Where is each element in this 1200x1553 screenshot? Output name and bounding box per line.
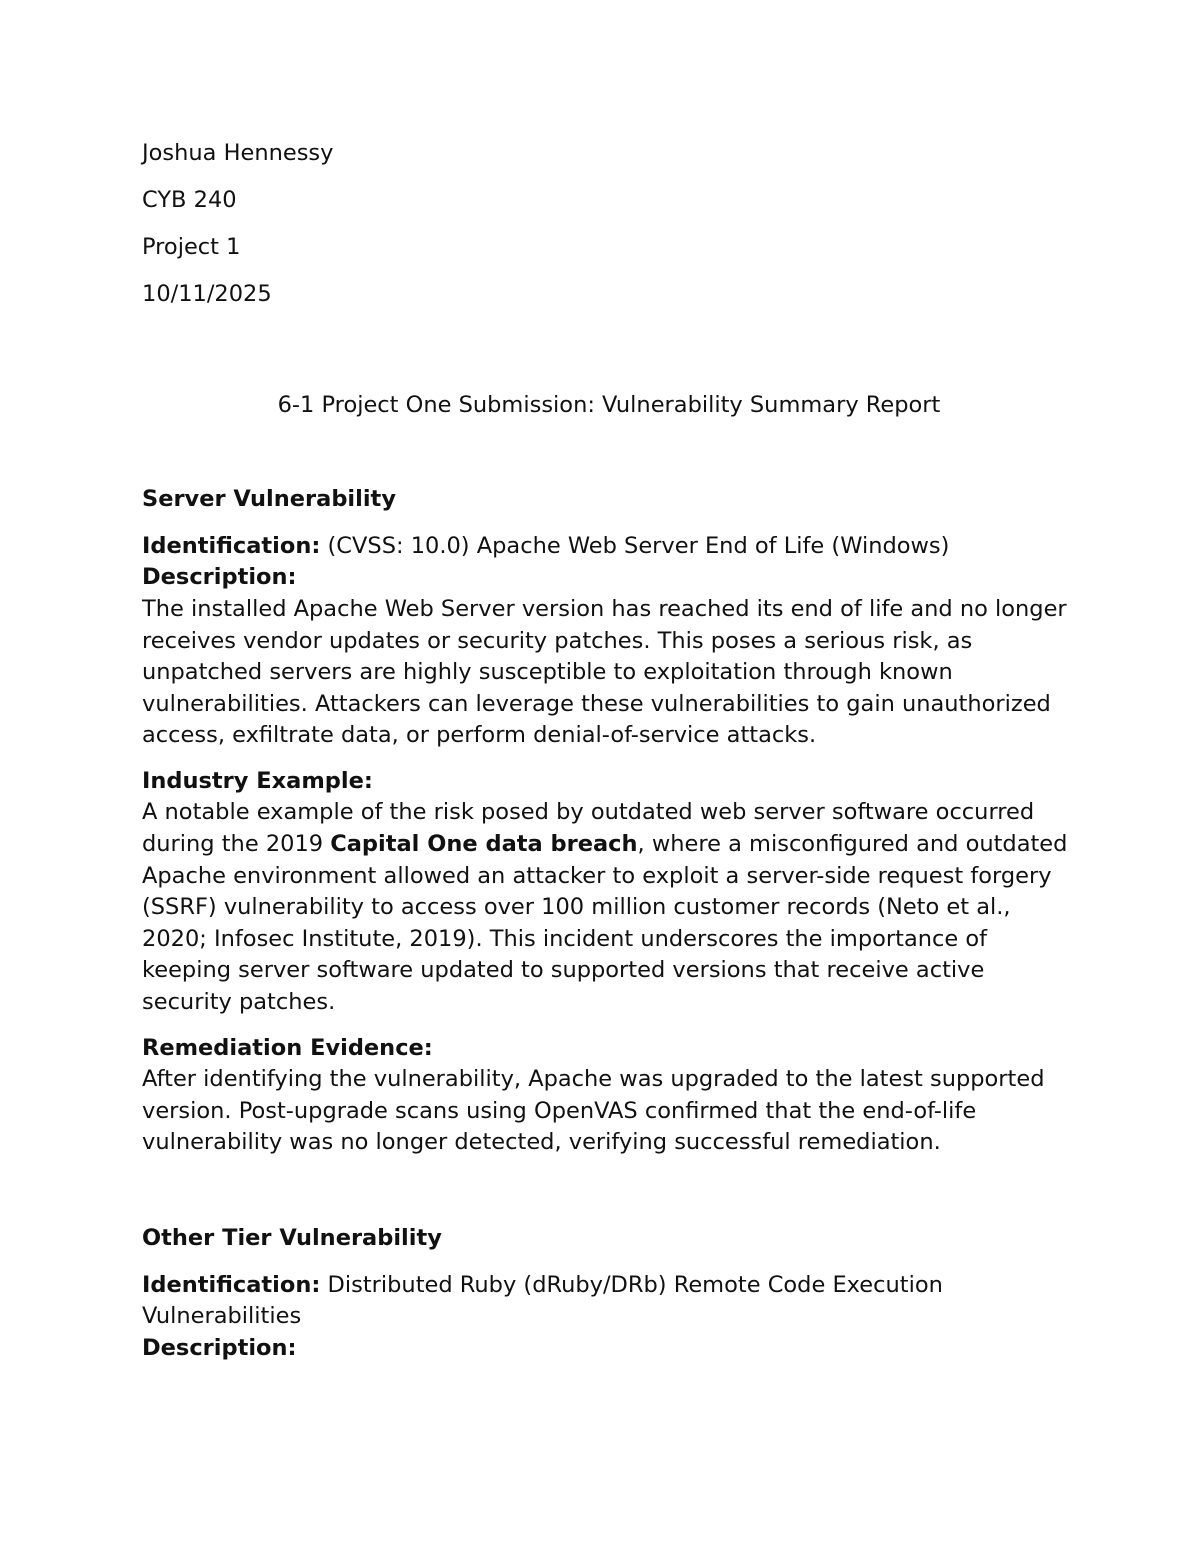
industry-text-breach-name: Capital One data breach (330, 831, 638, 858)
document-body (142, 138, 1072, 1364)
other-description-label: Description: (142, 1334, 297, 1361)
other-section-heading: Other Tier Vulnerability (142, 1225, 442, 1252)
submission-date: 10/11/2025 (142, 280, 272, 307)
other-identification-label: Identification: (142, 1271, 321, 1298)
remediation-label: Remediation Evidence: (142, 1034, 433, 1061)
remediation-text: After identifying the vulnerability, Apache was upgraded to the latest supported version. Post-upgrade scans using OpenVAS confirmed that the end-of-life vulnerability was no longer detected, verifying successful remediation. (142, 1066, 1045, 1156)
server-description-label: Description: (142, 564, 297, 591)
course-code: CYB 240 (142, 186, 237, 213)
project-label: Project 1 (142, 233, 241, 260)
server-identification-label: Identification: (142, 532, 321, 559)
industry-text-before: A notable example of the risk posed by outdated web server software occurred during the 2019 (142, 799, 1035, 858)
other-identification (142, 1270, 1072, 1333)
server-section-heading: Server Vulnerability (142, 486, 396, 513)
industry-text-after: , where a misconfigured and outdated Apache environment allowed an attacker to exploit a server-side request forgery (SSRF) vulnerability to access over 100 million customer records (Neto et al., 2020; Infosec Institute, 2019). This incident underscores the importance of keeping server software updated to supported versions that receive active security patches. (142, 831, 1068, 1016)
document-title: 6-1 Project One Submission: Vulnerability Summary Report (277, 391, 941, 418)
industry-example-text (142, 797, 1072, 1018)
server-description-text: The installed Apache Web Server version has reached its end of life and no longer receives vendor updates or security patches. This poses a serious risk, as unpatched servers are highly susceptible to exploitation through known vulnerabilities. Attackers can leverage these vulnerabilities to gain unauthorized access, exfiltrate data, or perform denial-of-service attacks. (142, 595, 1067, 749)
server-identification-text: (CVSS: 10.0) Apache Web Server End of Life (Windows) (327, 532, 950, 559)
server-identification (142, 531, 1072, 563)
other-identification-text: Distributed Ruby (dRuby/DRb) Remote Code Execution Vulnerabilities (142, 1271, 943, 1330)
industry-example-label: Industry Example: (142, 767, 373, 794)
author-name: Joshua Hennessy (142, 140, 334, 166)
